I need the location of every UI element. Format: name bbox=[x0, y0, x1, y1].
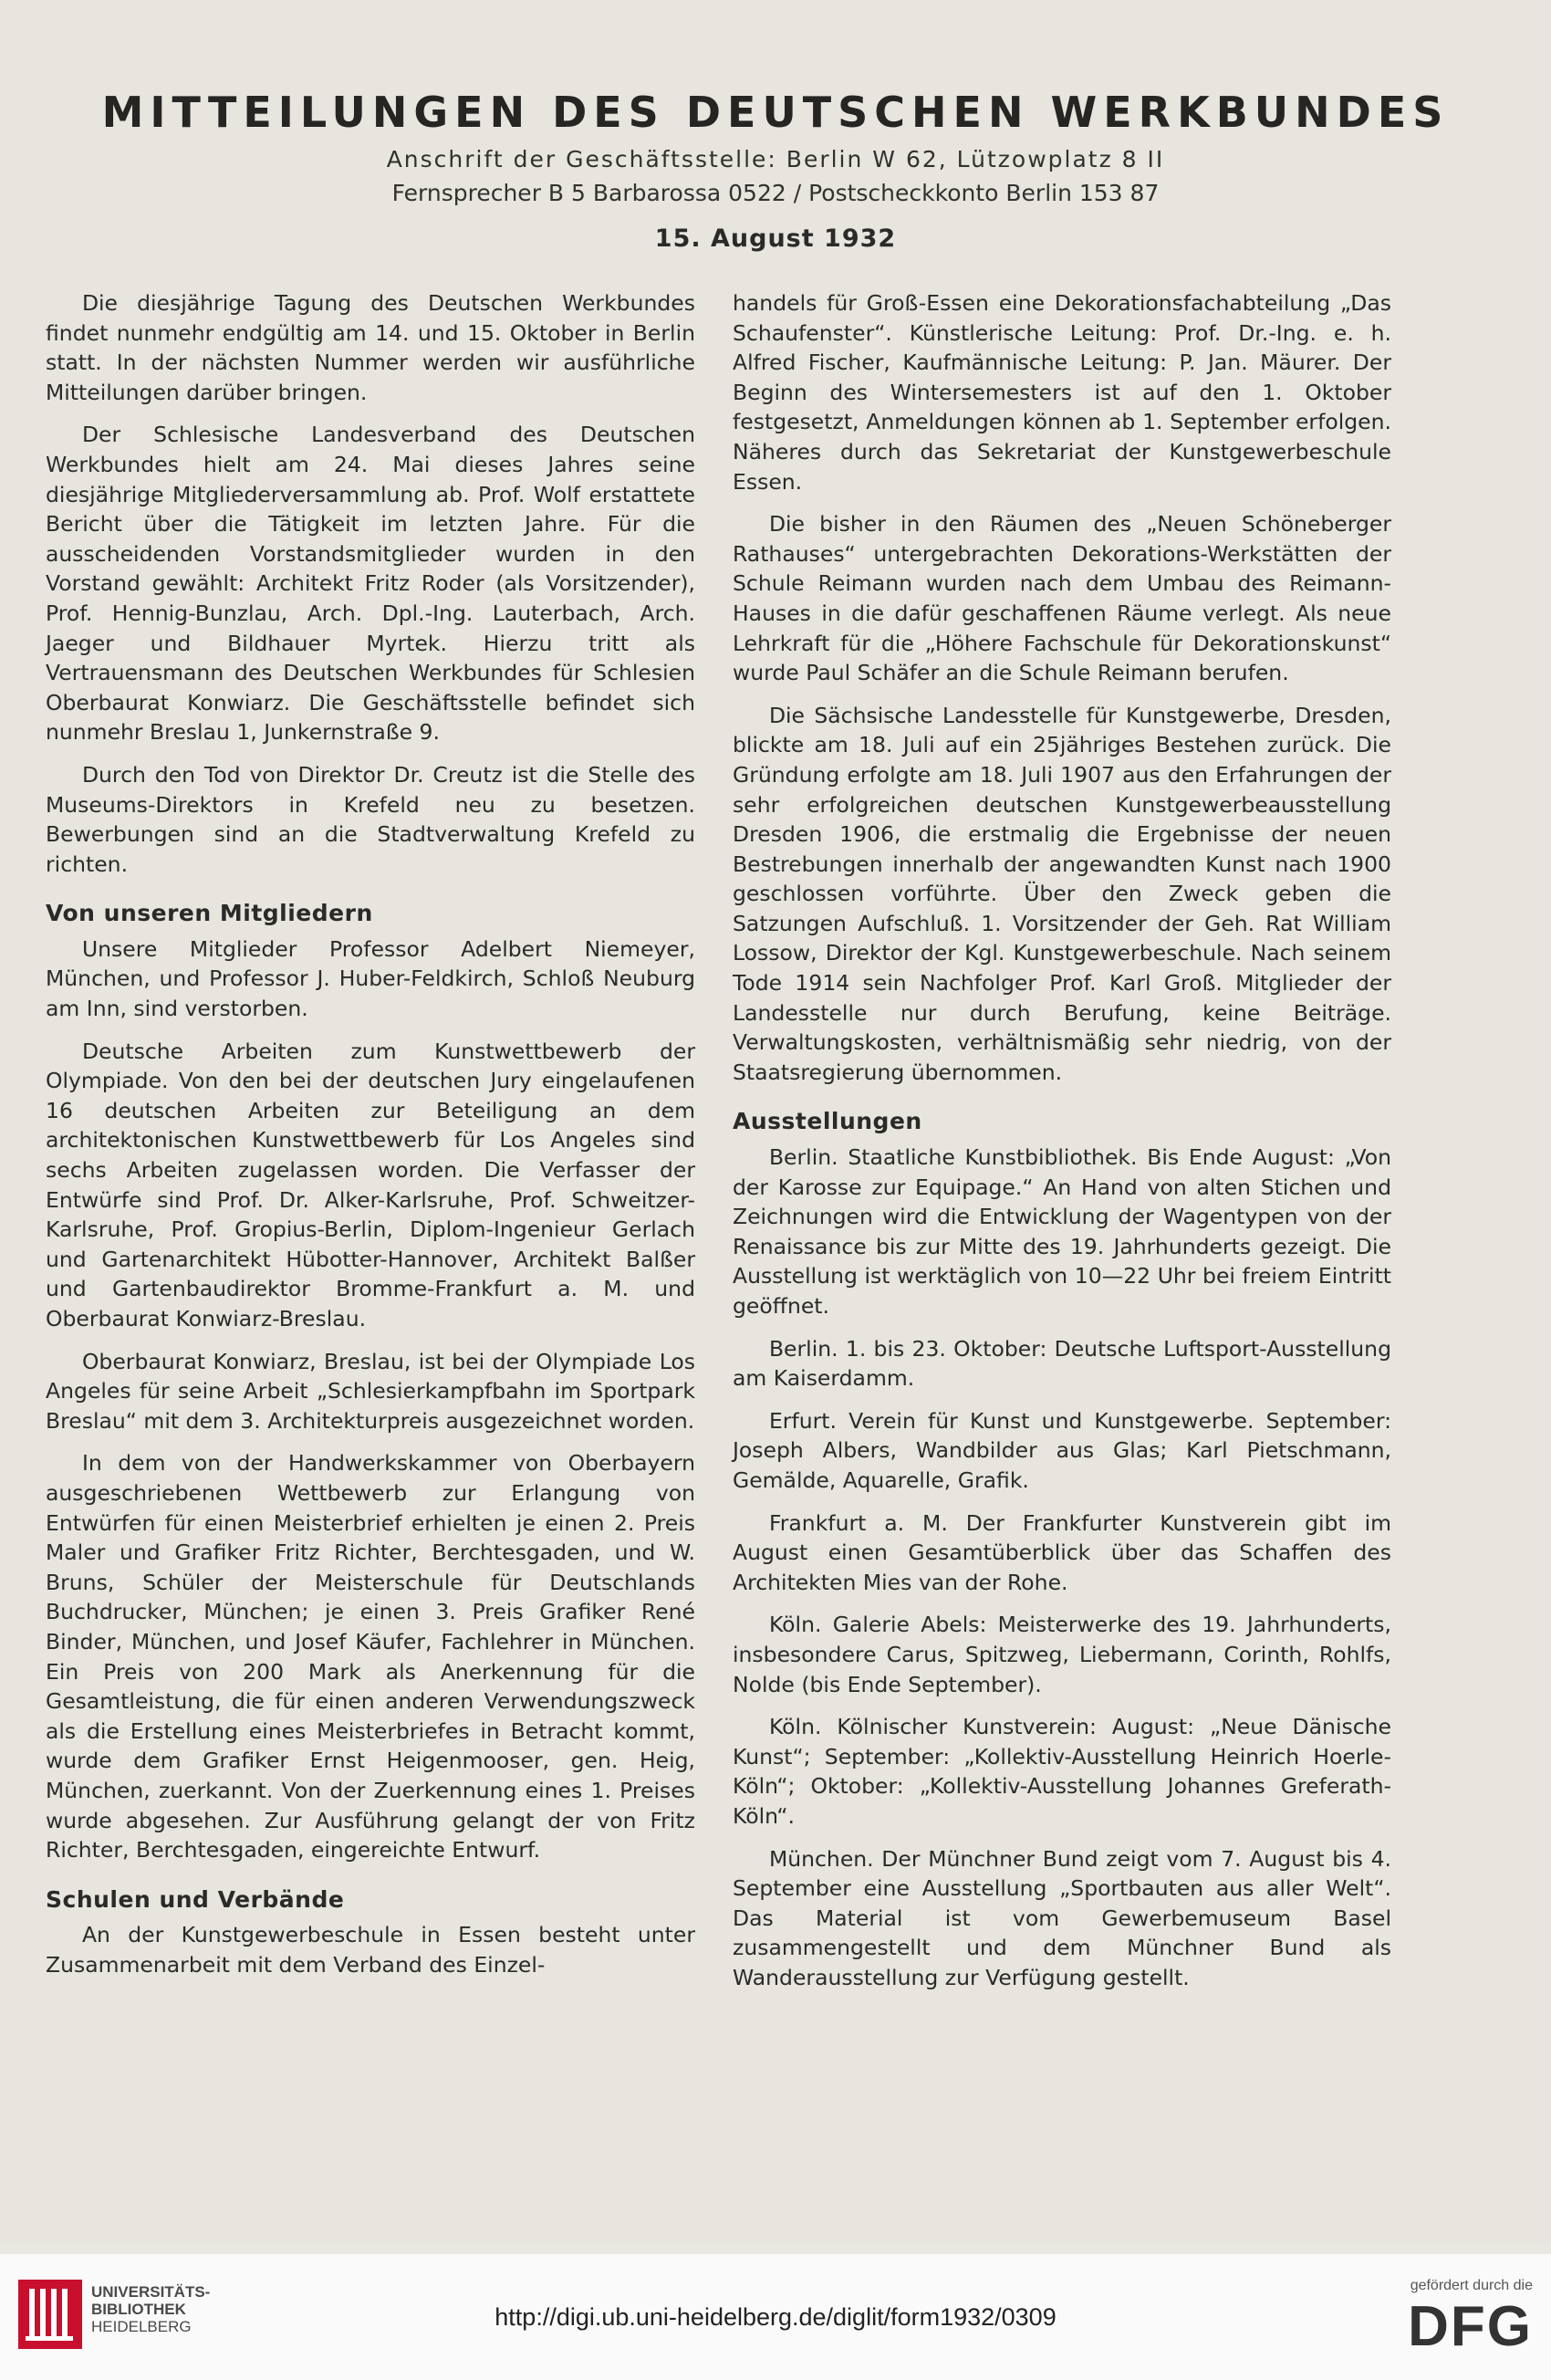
phone-line: Fernsprecher B 5 Barbarossa 0522 / Postscheckkonto Berlin 153 87 bbox=[391, 180, 1160, 206]
paragraph: An der Kunstgewerbeschule in Essen besteht unter Zusammenarbeit mit dem Verband des Einzel- bbox=[46, 1922, 695, 1978]
left-column bbox=[46, 288, 695, 1992]
issue-date: 15. August 1932 bbox=[654, 224, 897, 253]
paragraph: Der Schlesische Landesverband des Deutschen Werkbundes hielt am 24. Mai dieses Jahres seine diesjährige Mitgliederversammlung ab. Prof. Wolf erstattete Bericht über die Tätigkeit im letzten Jahre. Für die ausscheidenden Vorstandsmitglieder wurden in den Vorstand gewählt: Architekt Fritz Roder (als Vorsitzender), Prof. Hennig-Bunzlau, Arch. Dpl.-Ing. Lauterbach, Arch. Jaeger und Bildhauer Myrtek. Hierzu tritt als Vertrauensmann des Deutschen Werkbundes für Schlesien Oberbaurat Konwiarz. Die Geschäftsstelle befindet sich nunmehr Breslau 1, Junkernstraße 9. bbox=[46, 422, 695, 746]
paragraph: Die Sächsische Landesstelle für Kunstgewerbe, Dresden, blickte am 18. Juli auf ein 25jähriges Bestehen zurück. Die Gründung erfolgte am 18. Juli 1907 aus den Erfahrungen der sehr erfolgreichen deutschen Kunstgewerbeausstellung Dresden 1906, die erstmalig die Ergebnisse der neuen Bestrebungen innerhalb der angewandten Kunst nach 1900 geschlossen vorführte. Über den Zweck geben die Satzungen Aufschluß. 1. Vorsitzender der Geh. Rat William Lossow, Direktor der Kgl. Kunstgewerbeschule. Nach seinem Tode 1914 sein Nachfolger Prof. Karl Groß. Mitglieder der Landesstelle nur durch Berufung, keine Beiträge. Verwaltungskosten, verhältnismäßig sehr niedrig, von der Staatsregierung übernommen. bbox=[733, 702, 1391, 1085]
paragraph: Frankfurt a. M. Der Frankfurter Kunstverein gibt im August einen Gesamtüberblick über das Schaffen des Architekten Mies van der Rohe. bbox=[733, 1509, 1391, 1595]
paragraph: Deutsche Arbeiten zum Kunstwettbewerb der Olympiade. Von den bei der deutschen Jury eingelaufenen 16 deutschen Arbeiten zur Beteiligung an dem architektonischen Kunstwettbewerb für Los Angeles sind sechs Arbeiten zugelassen worden. Die Verfasser der Entwürfe sind Prof. Dr. Alker-Karlsruhe, Prof. Schweitzer-Karlsruhe, Prof. Gropius-Berlin, Diplom-Ingenieur Gerlach und Gartenarchitekt Hübotter-Hannover, Architekt Balßer und Gartenbaudirektor Bromme-Frankfurt a. M. und Oberbaurat Konwiarz-Breslau. bbox=[46, 1038, 695, 1331]
paragraph: Durch den Tod von Direktor Dr. Creutz ist die Stelle des Museums-Direktors in Krefeld neu zu besetzen. Bewerbungen sind an die Stadtverwaltung Krefeld zu richten. bbox=[46, 761, 695, 877]
masthead-title: MITTEILUNGEN DES DEUTSCHEN WERKBUNDES bbox=[101, 88, 1450, 137]
paragraph: Die bisher in den Räumen des „Neuen Schöneberger Rathauses“ untergebrachten Dekorations-Werkstätten der Schule Reimann wurden nach dem Umbau des Reimann-Hauses in die dafür geschaffenen Räume verlegt. Als neue Lehrkraft für die „Höhere Fachschule für Dekorationskunst“ wurde Paul Schäfer an die Schule Reimann berufen. bbox=[733, 511, 1391, 686]
right-column bbox=[733, 288, 1391, 2005]
dfg-wordmark: DFG bbox=[1408, 2295, 1533, 2358]
paragraph: Erfurt. Verein für Kunst und Kunstgewerbe. September: Joseph Albers, Wandbilder aus Glas; Karl Pietschmann, Gemälde, Aquarelle, Grafik. bbox=[733, 1407, 1391, 1493]
paragraph: Oberbaurat Konwiarz, Breslau, ist bei der Olympiade Los Angeles für seine Arbeit „Schlesierkampfbahn im Sportpark Breslau“ mit dem 3. Architekturpreis ausgezeichnet worden. bbox=[46, 1348, 695, 1434]
address-line: Anschrift der Geschäftsstelle: Berlin W 62, Lützowplatz 8 II bbox=[386, 146, 1165, 172]
dfg-funding-logo bbox=[1378, 2278, 1533, 2360]
library-name-line: HEIDELBERG bbox=[91, 2318, 192, 2335]
paragraph: München. Der Münchner Bund zeigt vom 7. August bis 4. September eine Ausstellung „Sportbauten aus aller Welt“. Das Material ist vom Gewerbemuseum Basel zusammengestellt und dem Münchner Bund als Wanderausstellung zur Verfügung gestellt. bbox=[733, 1845, 1391, 1990]
section-heading: Von unseren Mitgliedern bbox=[46, 900, 373, 927]
paragraph: Köln. Galerie Abels: Meisterwerke des 19. Jahrhunderts, insbesondere Carus, Spitzweg, Liebermann, Corinth, Rohlfs, Nolde (bis Ende September). bbox=[733, 1612, 1391, 1697]
paragraph: Berlin. 1. bis 23. Oktober: Deutsche Luftsport-Ausstellung am Kaiserdamm. bbox=[733, 1335, 1391, 1392]
paragraph: Köln. Kölnischer Kunstverein: August: „Neue Dänische Kunst“; September: „Kollektiv-Ausstellung Heinrich Hoerle-Köln“; Oktober: „Kollektiv-Ausstellung Johannes Greferath-Köln“. bbox=[733, 1714, 1391, 1829]
paragraph: Unsere Mitglieder Professor Adelbert Niemeyer, München, und Professor J. Huber-Feldkirch, Schloß Neuburg am Inn, sind verstorben. bbox=[46, 935, 695, 1022]
section-heading: Ausstellungen bbox=[733, 1108, 922, 1135]
paragraph: In dem von der Handwerkskammer von Oberbayern ausgeschriebenen Wettbewerb zur Erlangung von Entwürfen für einen Meisterbrief erhielten je einen 2. Preis Maler und Grafiker Fritz Richter, Berchtesgaden, und W. Bruns, Schüler der Meisterschule für Deutschlands Buchdrucker, München; je einen 3. Preis Grafiker René Binder, München, und Josef Käufer, Fachlehrer in München. Ein Preis von 200 Mark als Anerkennung für die Gesamtleistung, die für einen anderen Verwendungszweck als die Erstellung eines Meisterbriefes in Betracht kommt, wurde dem Grafiker Ernst Heigenmooser, gen. Heig, München, zuerkannt. Von der Zuerkennung eines 1. Preises wurde abgesehen. Zur Ausführung gelangt der von Fritz Richter, Berchtesgaden, eingereichte Entwurf. bbox=[46, 1450, 695, 1863]
source-url-link[interactable]: http://digi.ub.uni-heidelberg.de/diglit/form1932/0309 bbox=[494, 2303, 1057, 2331]
section-heading: Schulen und Verbände bbox=[46, 1885, 345, 1913]
paragraph: handels für Groß-Essen eine Dekorationsfachabteilung „Das Schaufenster“. Künstlerische Leitung: Prof. Dr.-Ing. e. h. Alfred Fischer, Kaufmännische Leitung: P. Jan. Mäurer. Der Beginn des Wintersemesters ist auf den 1. Oktober festgesetzt, Anmeldungen können ab 1. September erfolgen. Näheres durch das Sekretariat der Kunstgewerbeschule Essen. bbox=[733, 290, 1391, 495]
library-name-line: UNIVERSITÄTS- bbox=[91, 2283, 211, 2301]
funded-by-label: gefördert durch die bbox=[1410, 2278, 1533, 2293]
footer-bar bbox=[0, 2254, 1551, 2380]
paragraph: Berlin. Staatliche Kunstbibliothek. Bis Ende August: „Von der Karosse zur Equipage.“ An Hand von alten Stichen und Zeichnungen wird die Entwicklung der Wagentypen von der Renaissance bis zur Mitte des 19. Jahrhunderts gezeigt. Die Ausstellung ist werktäglich von 10—22 Uhr bei freiem Eintritt geöffnet. bbox=[733, 1144, 1391, 1319]
library-name-line: BIBLIOTHEK bbox=[91, 2301, 186, 2318]
paragraph: Die diesjährige Tagung des Deutschen Werkbundes findet nunmehr endgültig am 14. und 15. Oktober in Berlin statt. In der nächsten Nummer werden wir ausführliche Mitteilungen darüber bringen. bbox=[46, 290, 695, 405]
